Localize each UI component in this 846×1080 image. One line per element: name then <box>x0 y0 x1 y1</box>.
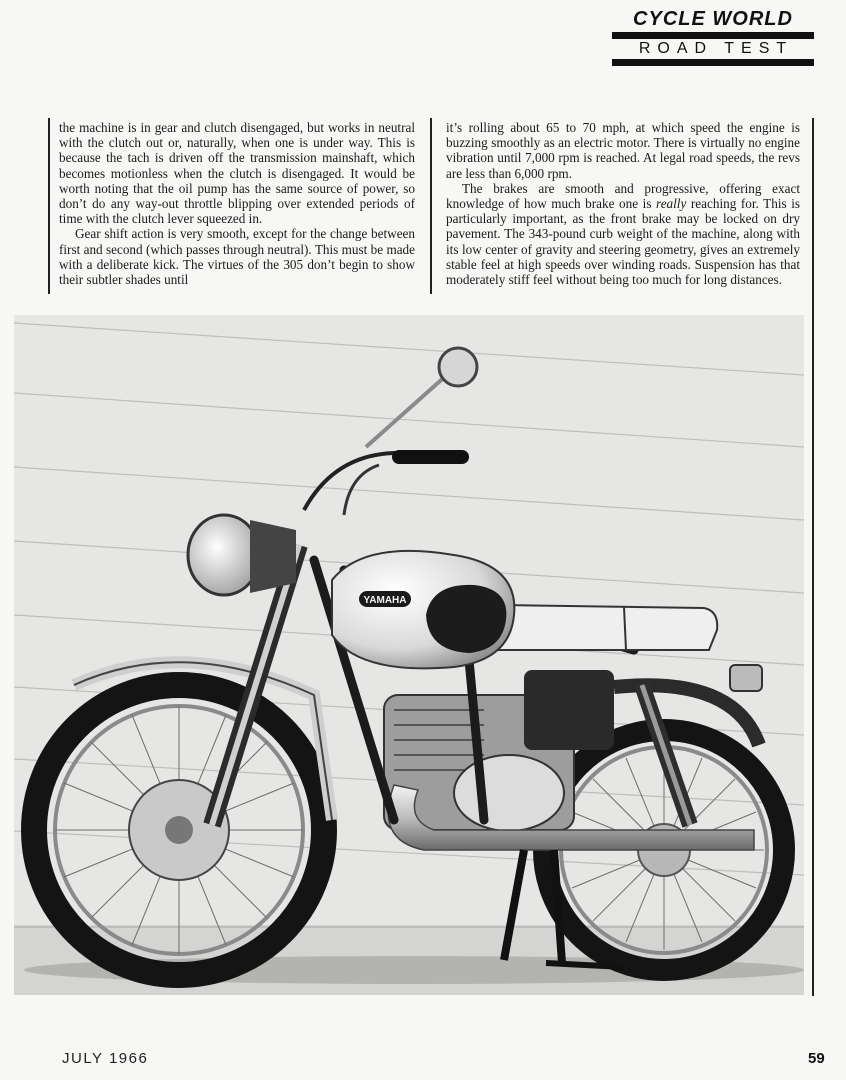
paragraph: the machine is in gear and clutch disengaged, but works in neutral with the clutch out or, naturally, when one is under way. This is because the tach is driven off the transmission mainshaft, which becomes motionless when the clutch is disengaged. It would be worth noting that the oil pump has the same source of power, so don’t do any way-out throttle blipping over extended periods of time with the clutch lever squeezed in. <box>59 120 415 227</box>
section-title: ROAD TEST <box>638 40 794 57</box>
motorcycle-photo <box>14 315 804 995</box>
road-test-header <box>612 8 814 66</box>
paragraph <box>446 181 800 287</box>
tank-badge <box>359 591 411 607</box>
column-rule-right <box>812 118 814 996</box>
tank-badge-label: YAMAHA <box>363 595 407 606</box>
motorcycle-illustration <box>14 315 804 995</box>
header-rule-bottom <box>612 59 814 66</box>
text-run: The brakes are smooth and progressive, offering exact knowledge of how much brake one is <box>446 180 800 212</box>
header-rule-top <box>612 32 814 39</box>
magazine-brand: CYCLE WORLD <box>633 8 793 30</box>
text-run: reaching for. This is particularly important, as the front brake may be locked on dry pavement. The 343-pound curb weight of the machine, along with its low center of gravity and steering geometry, gives an extremely stable feel at high speeds over winding roads. Suspension has that moderately stiff feel without being too much for long distances. <box>446 196 800 288</box>
paragraph: Gear shift action is very smooth, except for the change between first and second (which passes through neutral). This must be made with a deliberate kick. The virtues of the 305 don’t begin to show their subtler shades until <box>59 226 415 288</box>
paragraph: it’s rolling about 65 to 70 mph, at which speed the engine is buzzing smoothly as an electric motor. There is virtually no engine vibration until 7,000 rpm is reached. At legal road speeds, the revs are less than 6,000 rpm. <box>446 120 800 181</box>
article-column-right <box>446 120 800 287</box>
emphasis-text: really <box>656 196 687 212</box>
column-rule-middle <box>430 118 432 294</box>
issue-date: JULY 1966 <box>62 1050 149 1067</box>
page-number: 59 <box>808 1050 825 1067</box>
column-rule-left <box>48 118 50 294</box>
article-column-left <box>59 120 415 287</box>
